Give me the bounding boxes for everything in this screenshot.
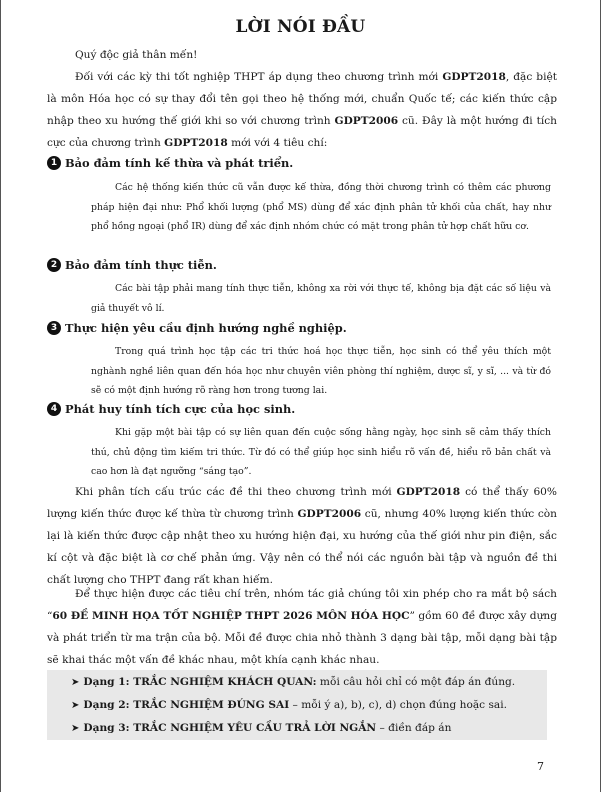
analysis-paragraph: Khi phân tích cấu trúc các đề thi theo chương trình mới GDPT2018 có thể thấy 60% lượng kiến thức được kế thừa từ chương trình GDPT2006 cũ, nhưng 40% lượng kiến thức còn lại là kiến thức được cập nhật theo xu hướng hiện đại, xu hướng của thế giới như pin điện, sắc kí cột và đặc biệt là cơ chế phản ứng. Vậy nên có thể nói các nguồn bài tập và nguồn đề thi chất lượng cho THPT đang rất khan hiếm.: [47, 486, 557, 586]
arrow-right-icon: ➤: [71, 677, 80, 688]
criterion-heading-4: 4 Phát huy tính tích cực của học sinh.: [47, 400, 295, 418]
number-4-icon: 4: [47, 402, 61, 416]
question-type-2: ➤ Dạng 2: TRẮC NGHIỆM ĐÚNG SAI – mỗi ý a), b), c), d) chọn đúng hoặc sai.: [71, 699, 507, 711]
criterion-text-1: Các hệ thống kiến thức cũ vẫn được kế thừa, đồng thời chương trình có thêm các phương pháp hiện đại như: Phổ khối lượng (phổ MS) dùng để xác định phân tử khối của chất, hay như phổ hồng ngoại (phổ IR) dùng để xác định nhóm chức có mặt trong phân tử hợp chất hữu cơ.: [91, 182, 551, 232]
page-title: LỜI NÓI ĐẦU: [235, 17, 366, 37]
number-1-icon: 1: [47, 156, 61, 170]
question-type-3: ➤ Dạng 3: TRẮC NGHIỆM YÊU CẦU TRẢ LỜI NGẮN – điền đáp án: [71, 722, 452, 734]
criterion-text-4: Khi gặp một bài tập có sự liên quan đến cuộc sống hằng ngày, học sinh sẽ cảm thấy thích thú, chủ động tìm kiếm tri thức. Từ đó có thể giúp học sinh hiểu rõ vấn đề, hiểu rõ bản chất và cao hơn là đạt ngưỡng “sáng tạo”.: [91, 427, 551, 477]
question-type-1: ➤ Dạng 1: TRẮC NGHIỆM KHÁCH QUAN: mỗi câu hỏi chỉ có một đáp án đúng.: [71, 676, 516, 688]
criterion-text-2: Các bài tập phải mang tính thực tiễn, không xa rời với thực tế, không bịa đặt các số liệu và giả thuyết vô lí.: [91, 283, 551, 314]
book-paragraph: Để thực hiện được các tiêu chí trên, nhóm tác giả chúng tôi xin phép cho ra mắt bộ sách “60 ĐỀ MINH HỌA TỐT NGHIỆP THPT 2026 MÔN HÓA HỌC” gồm 60 đề được xây dựng và phát triển từ ma trận của bộ. Mỗi đề được chia nhỏ thành 3 dạng bài tập, mỗi dạng bài tập sẽ khai thác một vấn đề khác nhau, một khía cạnh khác nhau.: [47, 588, 557, 666]
intro-paragraph: Đối với các kỳ thi tốt nghiệp THPT áp dụng theo chương trình mới GDPT2018, đặc biệt là môn Hóa học có sự thay đổi tên gọi theo hệ thống mới, chuẩn Quốc tế; các kiến thức cập nhập theo xu hướng thế giới khi so với chương trình GDPT2006 cũ. Đây là một hướng đi tích cực của chương trình GDPT2018 mới với 4 tiêu chí:: [47, 71, 557, 149]
number-3-icon: 3: [47, 321, 61, 335]
criterion-heading-2: 2 Bảo đảm tính thực tiễn.: [47, 256, 217, 274]
criterion-text-3: Trong quá trình học tập các tri thức hoá học thực tiễn, học sinh có thể yêu thích một nghành nghề liên quan đến hóa học như chuyên viên phòng thí nghiệm, dược sĩ, y sĩ, ... và từ đó sẽ có một định hướng rõ ràng hơn trong tương lai.: [91, 346, 551, 396]
arrow-right-icon: ➤: [71, 700, 80, 711]
arrow-right-icon: ➤: [71, 723, 80, 734]
greeting: Quý độc giả thân mến!: [75, 49, 198, 61]
number-2-icon: 2: [47, 258, 61, 272]
criterion-heading-1: 1 Bảo đảm tính kế thừa và phát triển.: [47, 154, 293, 172]
page-number: 7: [537, 760, 544, 773]
criterion-heading-3: 3 Thực hiện yêu cầu định hướng nghề nghiệp.: [47, 319, 347, 337]
